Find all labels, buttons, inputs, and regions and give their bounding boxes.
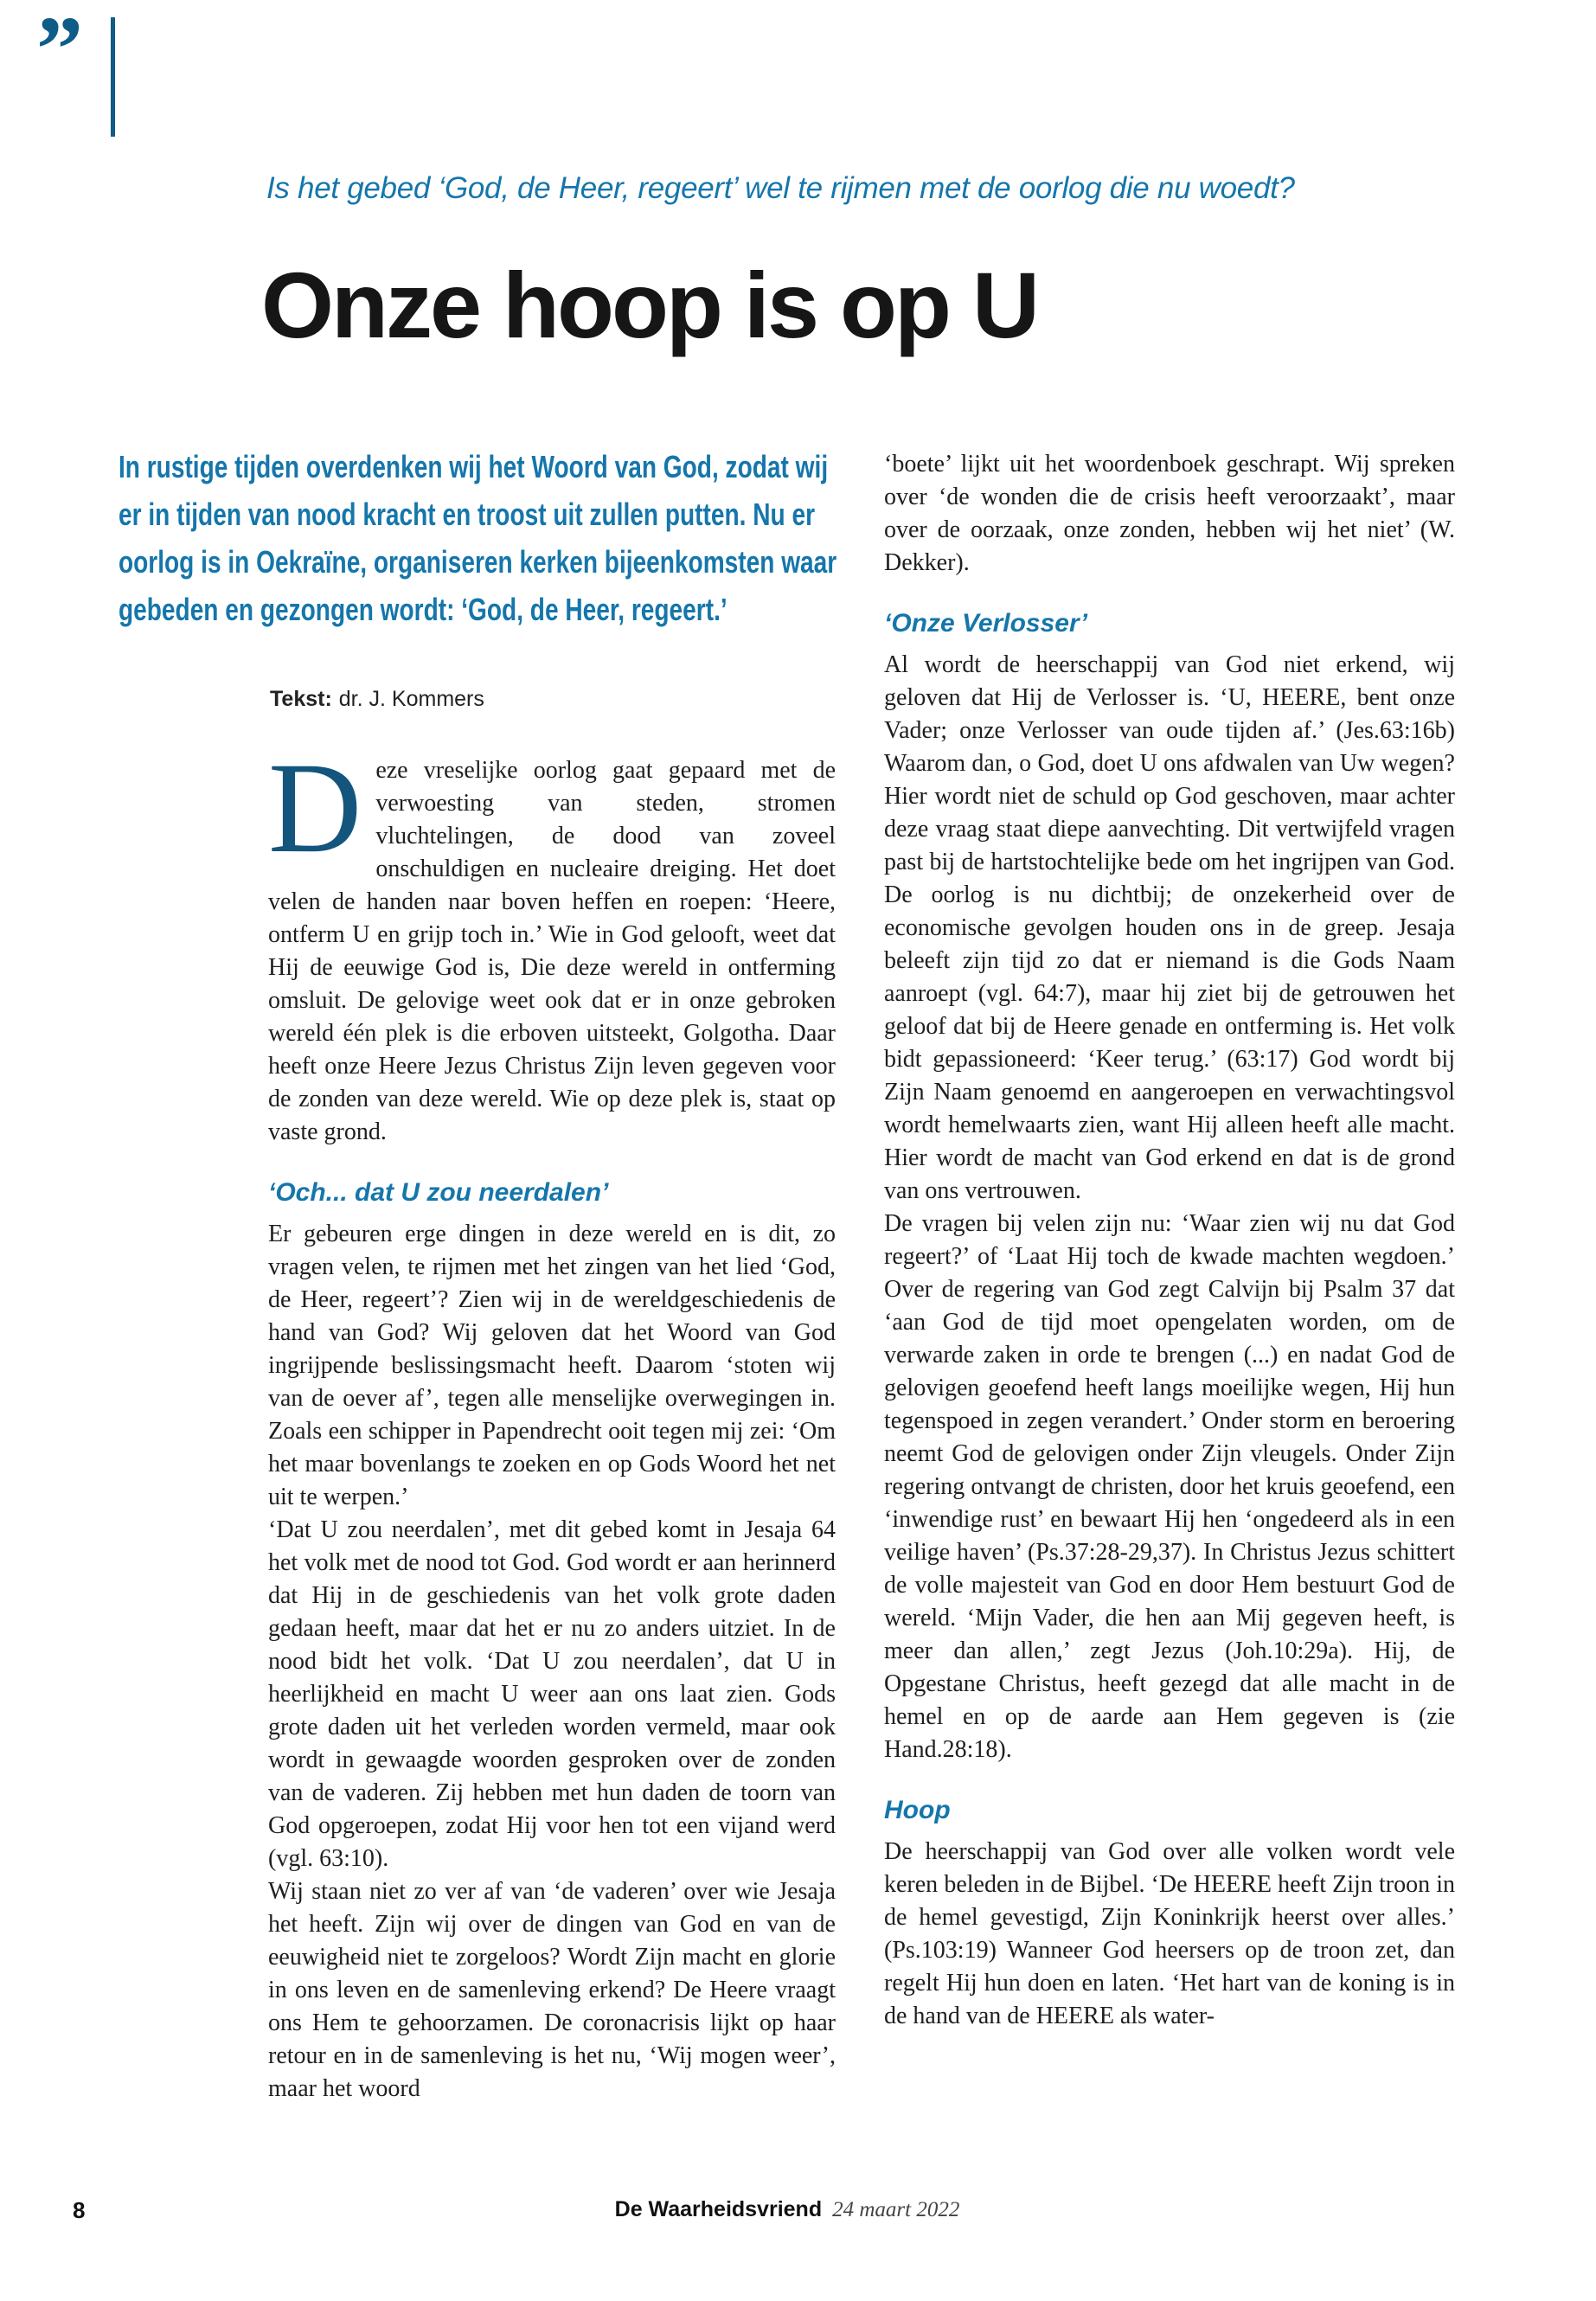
drop-cap: D	[268, 736, 362, 880]
byline-label: Tekst:	[270, 687, 332, 711]
footer-magazine-name: De Waarheidsvriend	[614, 2197, 823, 2221]
body-paragraph: Wij staan niet zo ver af van ‘de vaderen’ over wie Jesaja het heeft. Zijn wij over de dingen van God en van de eeuwigheid niet te zorgeloos? Wordt Zijn macht en glorie in ons leven en de samenleving erkend? De Heere vraagt ons Hem te gehoorzamen. De coronacrisis lijkt op haar retour en in de samenleving is het nu, ‘Wij mogen weer’, maar het woord	[268, 1878, 836, 2102]
body-paragraph: ‘boete’ lijkt uit het woordenboek geschrapt. Wij spreken over ‘de wonden die de crisis heeft veroorzaakt’, maar over de oorzaak, onze zonden, hebben wij het niet’ (W. Dekker).	[884, 451, 1455, 576]
byline-author: dr. J. Kommers	[338, 687, 484, 711]
body-paragraph: Al wordt de heerschappij van God niet erkend, wij geloven dat Hij de Verlosser is. ‘U, HEERE, bent onze Vader; onze Verlosser van oude tijden af.’ (Jes.63:16b) Waarom dan, o God, doet U ons afdwalen van Uw wegen? Hier wordt niet de schuld op God geschoven, maar achter deze vraag staat diepe aanvechting. Dit vertwijfeld vragen past bij de hartstochtelijke bede om het ingrijpen van God. De oorlog is nu dichtbij; de onzekerheid over de economische gevolgen houden ons in de greep. Jesaja beleeft zijn tijd zo dat er niemand is die Gods Naam aanroept (vgl. 64:7), maar hij ziet bij de getrouwen het geloof dat bij de Heere genade en ontferming is. Het volk bidt gepassioneerd: ‘Keer terug.’ (63:17) God wordt bij Zijn Naam genoemd en aangeroepen en verwachtingsvol wordt hemelwaarts zien, want Hij alleen heeft alle macht. Hier wordt de macht van God erkend en dat is de grond van ons vertrouwen.	[884, 651, 1455, 1204]
footer-page-number: 8	[73, 2197, 86, 2223]
body-paragraph	[268, 736, 836, 1149]
footer	[119, 2197, 1456, 2222]
body-paragraph: De vragen bij velen zijn nu: ‘Waar zien wij nu dat God regeert?’ of ‘Laat Hij toch de kwade machten wegdoen.’ Over de regering van God zegt Calvijn bij Psalm 37 dat ‘aan God de tijd moet opengelaten worden, om de verwarde zaken in orde te brengen (...) en nadat God de gelovigen geoefend heeft langs moeilijke wegen, Hij hun tegenspoed in zegen verandert.’ Onder storm en beroering neemt God de gelovigen onder Zijn vleugels. Onder Zijn regering ontvangt de christen, door het kruis geoefend, een ‘inwendige rust’ en bewaart Hij hen ‘ongedeerd als in een veilige haven’ (Ps.37:28-29,37). In Christus Jezus schittert de volle majesteit van God en door Hem bestuurt God de wereld. ‘Mijn Vader, die hen aan Mij gegeven heeft, is meer dan allen,’ zegt Jezus (Joh.10:29a). Hij, de Opgestane Christus, heeft gezegd dat alle macht in de hemel en op de aarde aan Hem gegeven is (zie Hand.28:18).	[884, 1210, 1455, 1763]
body-column-right	[884, 448, 1455, 2033]
header-accent-rule	[111, 17, 115, 137]
paragraph-text: eze vreselijke oorlog gaat gepaard met de verwoesting van steden, stromen vluchtelingen, de dood van zoveel onschuldigen en nucleaire dreiging. Het doet velen de handen naar boven heffen en roepen: ‘Heere, ontferm U en grijp toch in.’ Wie in God gelooft, weet dat Hij de eeuwige God is, Die deze wereld in ontferming omsluit. De gelovige weet ook dat er in onze gebroken wereld één plek is die erboven uitsteekt, Golgotha. Daar heeft onze Heere Jezus Christus Zijn leven gegeven voor de zonden van deze wereld. Wie op deze plek is, staat op vaste grond.	[268, 757, 836, 1145]
footer-issue-date: 24 maart 2022	[832, 2198, 960, 2221]
byline	[270, 687, 484, 712]
article-intro: In rustige tijden overdenken wij het Woord van God, zodat wij er in tijden van nood kracht en troost uit zullen putten. Nu er oorlog is in Oekraïne, organiseren kerken bijeenkomsten waar gebeden en gezongen wordt: ‘God, de Heer, regeert.’	[119, 449, 837, 627]
page-title: Onze hoop is op U	[261, 253, 1037, 357]
body-paragraph: De heerschappij van God over alle volken wordt vele keren beleden in de Bijbel. ‘De HEERE heeft Zijn troon in de hemel gevestigd, Zijn Koninkrijk heerst over alles.’ (Ps.103:19) Wanneer God heersers op de troon zet, dan regelt Hij hun doen en laten. ‘Het hart van de koning is in de hand van de HEERE als water-	[884, 1838, 1455, 2029]
body-paragraph: ‘Dat U zou neerdalen’, met dit gebed komt in Jesaja 64 het volk met de nood tot God. God wordt er aan herinnerd dat Hij in de geschiedenis van het volk grote daden gedaan heeft, maar dat het er nu zo anders uitziet. In de nood bidt het volk. ‘Dat U zou neerdalen’, dat U in heerlijkheid en macht U weer aan ons laat zien. Gods grote daden uit het verleden worden vermeld, maar ook wordt in gewaagde woorden gesproken over de zonden van de vaderen. Zij hebben met hun daden de toorn van God opgeroepen, zodat Hij voor hen tot een vijand werd (vgl. 63:10).	[268, 1516, 836, 1872]
body-column-left	[268, 736, 836, 2106]
article-kicker: Is het gebed ‘God, de Heer, regeert’ wel te rijmen met de oorlog die nu woedt?	[266, 171, 1295, 205]
quote-icon: ”	[36, 0, 78, 101]
section-heading-onze-verlosser: ‘Onze Verlosser’	[884, 609, 1088, 638]
section-heading-och-dat-u-zou-neerdalen: ‘Och... dat U zou neerdalen’	[268, 1178, 609, 1207]
section-heading-hoop: Hoop	[884, 1796, 951, 1824]
body-paragraph: Er gebeuren erge dingen in deze wereld en is dit, zo vragen velen, te rijmen met het zingen van het lied ‘God, de Heer, regeert’? Zien wij in de wereldgeschiedenis de hand van God? Wij geloven dat het Woord van God ingrijpende beslissingsmacht heeft. Daarom ‘stoten wij van de oever af’, tegen alle menselijke overwegingen in. Zoals een schipper in Papendrecht ooit tegen mij zei: ‘Om het maar bovenlangs te zoeken en op Gods Woord het net uit te werpen.’	[268, 1221, 836, 1510]
